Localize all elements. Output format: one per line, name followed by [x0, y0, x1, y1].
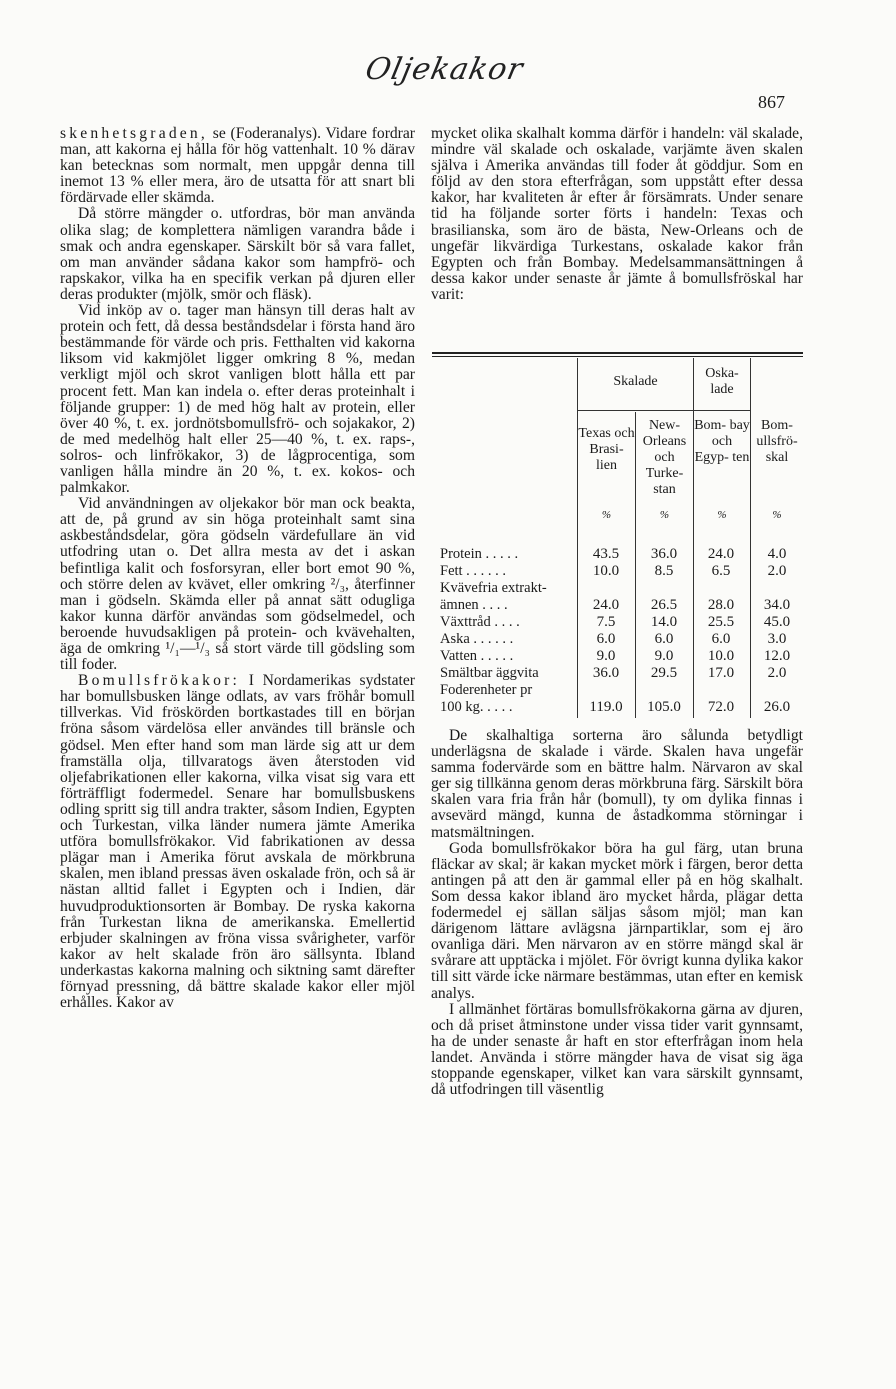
table-cell: 119.0: [589, 699, 623, 715]
table-cell: 9.0: [654, 648, 674, 664]
table-cell: 45.0: [763, 614, 791, 630]
table-row-label: Kvävefria extrakt-: [440, 580, 547, 596]
table-cell: 43.5: [592, 546, 620, 562]
table-cell: 6.5: [711, 563, 731, 579]
table-cell: 10.0: [592, 563, 620, 579]
table-cell: 29.5: [650, 665, 678, 681]
table-cell: 72.0: [707, 699, 735, 715]
header-new-orleans: New- Orleans och Turke- stan: [642, 418, 687, 497]
paragraph: Vid inköp av o. tager man hänsyn till deras halt av protein och fett, då dessa beståndsdelar i första hand äro bestämmande för värde och pris. Fetthalten vid kakorna liksom vid kakmjölet ligger omkring 8 %, medan verkligt mjöl och skrot vanligen blott hålla ett par procent fett. Man kan indela o. efter deras proteinhalt i följande grupper: 1) de med hög halt av protein, eller över 40 %, t. ex. jordnötsbomullsfrö- och sojakakor, 2) de med medelhög halt eller 25—40 %, t. ex. raps-, solros- och linfrökakor, 3) de lågprocentiga, som vanligen hålla mindre än 20 %, t. ex. kokos- och palmkakor.: [60, 302, 415, 497]
table-cell: 4.0: [767, 546, 787, 562]
paragraph: Goda bomullsfrökakor böra ha gul färg, utan bruna fläckar av skal; är kakan mycket mörk i färgen, beror detta antingen på att den är gammal eller på en hög skalhalt. Som dessa kakor ibland äro mycket hårda, plägar detta fodermedel ej sällan säljas såsom mjöl; man kan därigenom lättare avlägsna järnpartiklar, som ej äro ovanliga däri. Men närvaron av en större mängd skal är svårare att upptäcka i mjölet. För övrigt kunna dylika kakor till sitt värde icke närmare bestämmas, utan efter en kemisk analys.: [431, 839, 803, 1002]
table-cell: 12.0: [763, 648, 791, 664]
table-cell: 25.5: [707, 614, 735, 630]
table-divider: [693, 358, 694, 718]
table-cell: 36.0: [592, 665, 620, 681]
table-cell: 2.0: [767, 563, 787, 579]
left-column: [60, 126, 415, 1011]
paragraph: De skalhaltiga sorterna äro sålunda betydligt underlägsna de skalade i värde. Skalen hava ungefär samma fodervärde som en bättre halm. Närvaron av skal ger sig tillkänna genom deras mörkbruna färg. Särskilt böra skalen vara fria från hår (bomull), ty om dylika finnas i avsevärd mängd, kunna de åstadkomma störningar i matsmältningen.: [431, 727, 803, 841]
table-cell: 8.5: [654, 563, 674, 579]
paragraph: skenhetsgraden, se (Foderanalys). Vidare fordrar man, att kakorna ej hålla för hög vattenhalt. 10 % därav kan betecknas som normalt, men uppgår denna till inemot 13 % eller mera, äro de utsatta för att snart bli fördärvade eller skämda.: [60, 125, 415, 207]
table-cell: 9.0: [596, 648, 616, 664]
table-cell: 17.0: [707, 665, 735, 681]
table-cell: 26.5: [650, 597, 678, 613]
header-skalade: Skalade: [613, 374, 658, 389]
table-cell: 34.0: [763, 597, 791, 613]
table-row-label: 100 kg. . . . .: [440, 699, 513, 715]
table-cell: 2.0: [767, 665, 787, 681]
table-cell: 14.0: [650, 614, 678, 630]
paragraph: I allmänhet förtäras bomullsfrökakorna gärna av djuren, och då priset åtminstone under vissa tider varit gynnsamt, ha de under senaste år haft en stor efterfrågan inom hela landet. Använda i större mängder hava de visat sig äga stoppande egenskaper, vilket kan vara särskilt gynnsamt, då utfodringen till väsentlig: [431, 1000, 803, 1099]
unit-label: %: [772, 509, 782, 521]
header-skal: Bom- ullsfrö- skal: [756, 418, 798, 465]
composition-table: [432, 352, 803, 722]
table-top-rule: [432, 352, 803, 354]
table-cell: 6.0: [711, 631, 731, 647]
table-divider: [750, 358, 751, 718]
right-column-lower: [431, 728, 803, 1098]
table-cell: 6.0: [654, 631, 674, 647]
table-cell: 10.0: [707, 648, 735, 664]
table-row-label: Smältbar äggvita: [440, 665, 539, 681]
handwritten-title: Oljekakor: [362, 52, 527, 87]
table-cell: 36.0: [650, 546, 678, 562]
header-texas: Texas och Brasi- lien: [578, 426, 635, 473]
unit-label: %: [601, 509, 612, 521]
unit-label: %: [659, 509, 670, 521]
table-header-rule: [578, 410, 750, 411]
table-cell: 24.0: [707, 546, 735, 562]
table-top-rule-thin: [432, 356, 803, 357]
page-number: 867: [758, 92, 785, 112]
header-bombay: Bom- bay och Egyp- ten: [694, 418, 750, 465]
table-row-label: Aska . . . . . .: [440, 631, 514, 647]
paragraph: mycket olika skalhalt komma därför i handeln: väl skalade, mindre väl skalade och oskalade, varjämte även skalen själva i Amerika användas till foder åt göddjur. Som en följd av den stora efterfrågan, som uppstått efter dessa kakor, har kvaliteten år efter år försämrats. Under senare tid ha följande sorter förts i handeln: Texas och brasilianska, som äro de bästa, New-Orleans och de ungefär likvärdiga Turkestans, oskalade kakor från Egypten och från Bombay. Medelsammansättningen å dessa kakor under senaste år jämte å bomullsfröskal har varit:: [431, 125, 803, 303]
table-row-label: Fett . . . . . .: [440, 563, 507, 579]
table-cell: 105.0: [647, 699, 681, 715]
paragraph: Då större mängder o. utfordras, bör man använda olika slag; de komplettera nämligen varandra både i smak och andra egenskaper. Särskilt bör så vara fallet, om man använder sådana kakor som hampfrö- och rapskakor, vilka ha en specifik verkan på djuren eller deras produkter (mjölk, smör och fläsk).: [60, 205, 415, 303]
table-cell: 6.0: [596, 631, 616, 647]
paragraph: Bomullsfrökakor: I Nordamerikas sydstater har bomullsbusken länge odlats, av vars fröhår bomull tillverkas. Vid fröskörden bortkastades till en början fröna såsom värdelösa eller användes till bränsle och gödsel. Men efter hand som man lärde sig att ur dem framställa olja, tillvaratogs även återstoden vid oljefabrikationen eller kakorna, vilka visat sig vara ett förträffligt fodermedel. Senare har bomullsbuskens odling spritt sig till andra trakter, såsom Indien, Egypten och Turkestan, vilka länder numera jämte Amerika utföra bomullsfrökakor. Vid fabrikationen av dessa plägar man i Amerika förut avskala de mörkbruna skalen, men ibland pressas även oskalade frön, och så är nästan alltid fallet i Egypten och i Indien, där huvudproduktionsorten är Bombay. De ryska kakorna från Turkestan likna de amerikanska. Emellertid erbjuder skalningen av fröna vissa svårigheter, varför kakor av helt skalade frön äro sällsynta. Ibland underkastas kakorna malning och siktning samt därefter förnyad pressning, då bättre skalade kakor eller mjöl erhålles. Kakor av: [60, 672, 415, 1012]
header-oskalade: Oska- lade: [705, 366, 739, 397]
paragraph: Vid användningen av oljekakor bör man ock beakta, att de, på grund av sin höga proteinhalt samt sina askbeståndsdelar, göra gödseln värdefullare än vid utfodring utan o. Det allra mesta av det i askan befintliga kalit och fosforsyran, eller bort emot 90 %, och större delen av kvävet, eller omkring ²/₃, återfinner man i gödseln. Skämda eller på annat sätt odugliga kakor kunna därför användas som gödselmedel, och beroende huvudsakligen på protein- och kvävehalten, äga de omkring ¹/₁—¹/₃ så stort värde till gödsling som till foder.: [60, 495, 415, 674]
table-cell: 28.0: [707, 597, 735, 613]
table-row-label: Vatten . . . . .: [440, 648, 514, 664]
table-divider: [577, 358, 578, 718]
table-cell: 3.0: [767, 631, 787, 647]
table-row-label: Foderenheter pr: [440, 682, 533, 698]
table-row-label: Protein . . . . .: [440, 546, 519, 562]
right-column: [431, 126, 803, 303]
table-cell: 24.0: [592, 597, 620, 613]
table-row-label: Växttråd . . . .: [440, 614, 520, 630]
unit-label: %: [717, 509, 727, 521]
table-cell: 7.5: [596, 614, 616, 630]
table-cell: 26.0: [763, 699, 791, 715]
table-row-label: ämnen . . . .: [440, 597, 508, 613]
